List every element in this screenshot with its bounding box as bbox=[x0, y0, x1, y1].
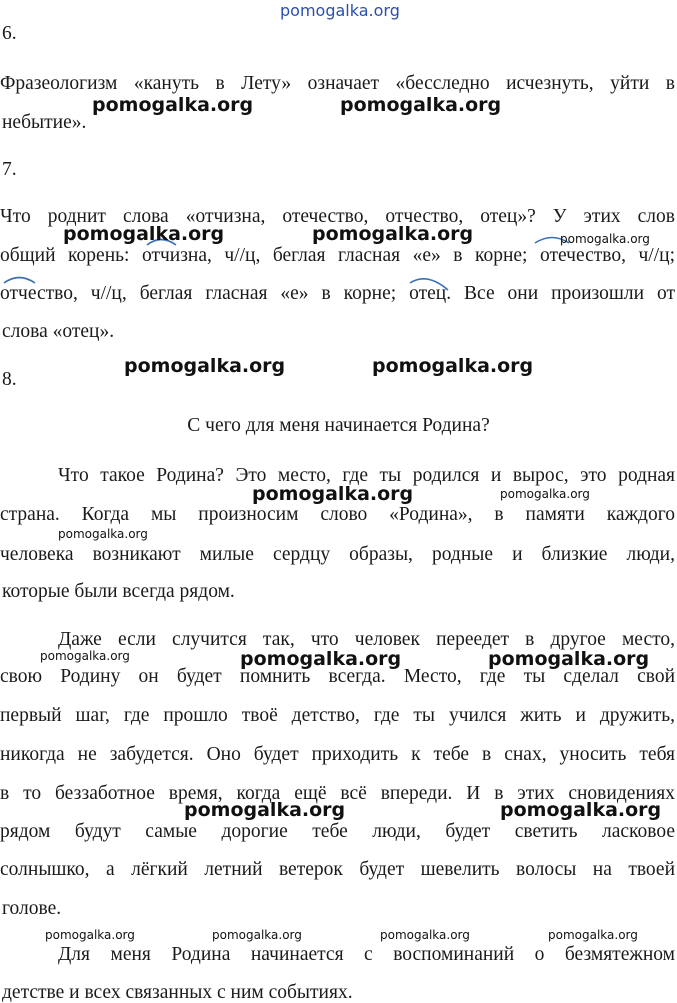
watermark: pomogalka.org bbox=[340, 94, 502, 116]
essay-title: С чего для меня начинается Родина? bbox=[187, 415, 490, 436]
watermark: pomogalka.org bbox=[63, 223, 225, 245]
watermark: pomogalka.org bbox=[240, 648, 402, 670]
watermark: pomogalka.org bbox=[548, 928, 638, 942]
essay-p2-line-5: в то беззаботное время, когда ещё всё впереди. И в этих сновидениях bbox=[0, 783, 675, 804]
watermark: pomogalka.org bbox=[184, 799, 346, 821]
watermark: pomogalka.org bbox=[560, 232, 650, 246]
essay-p1-line-3: человека возникают милые сердцу образы, родные и близкие люди, bbox=[0, 544, 675, 565]
watermark: pomogalka.org bbox=[380, 928, 470, 942]
watermark: pomogalka.org bbox=[488, 648, 650, 670]
essay-p2-line-7: солнышко, а лёгкий летний ветерок будет шевелить волосы на твоей bbox=[0, 859, 675, 880]
watermark: pomogalka.org bbox=[312, 223, 474, 245]
watermark: pomogalka.org bbox=[92, 94, 254, 116]
header-watermark: pomogalka.org bbox=[280, 1, 400, 20]
section-7-number: 7. bbox=[2, 159, 17, 180]
essay-p2-line-1: Даже если случится так, что человек переедет в другое место, bbox=[58, 629, 675, 650]
section-6-number: 6. bbox=[2, 23, 17, 44]
section-7-line-4: слова «отец». bbox=[2, 321, 115, 342]
essay-p2-line-6: рядом будут самые дорогие тебе люди, будет светить ласковое bbox=[0, 821, 675, 842]
essay-p2-line-2: свою Родину он будет помнить всегда. Место, где ты сделал свой bbox=[0, 666, 675, 687]
essay-p2-line-8: голове. bbox=[2, 898, 62, 919]
essay-p1-line-4: которые были всегда рядом. bbox=[2, 581, 235, 602]
watermark: pomogalka.org bbox=[252, 483, 414, 505]
watermark: pomogalka.org bbox=[124, 355, 286, 377]
watermark: pomogalka.org bbox=[45, 928, 135, 942]
section-7-line-1: Что роднит слова «отчизна, отечество, отчество, отец»? У этих слов bbox=[0, 206, 675, 227]
essay-p1-line-1: Что такое Родина? Это место, где ты родился и вырос, это родная bbox=[58, 465, 675, 486]
watermark: pomogalka.org bbox=[40, 649, 130, 663]
section-7-line-3: отчество, ч//ц, беглая гласная «е» в корне; отец. Все они произошли от bbox=[0, 283, 675, 304]
essay-p2-line-4: никогда не забудется. Оно будет приходить к тебе в снах, уносить тебя bbox=[0, 744, 675, 765]
essay-p1-line-2: страна. Когда мы произносим слово «Родина», в памяти каждого bbox=[0, 504, 675, 525]
watermark: pomogalka.org bbox=[372, 355, 534, 377]
watermark: pomogalka.org bbox=[500, 799, 662, 821]
section-6-line-1: Фразеологизм «кануть в Лету» означает «бесследно исчезнуть, уйти в bbox=[0, 73, 675, 94]
section-8-number: 8. bbox=[2, 369, 17, 390]
section-7-line-2: общий корень: отчизна, ч//ц, беглая гласная «е» в корне; отечество, ч//ц; bbox=[0, 245, 675, 266]
essay-p3-line-1: Для меня Родина начинается с воспоминаний о безмятежном bbox=[58, 944, 675, 965]
essay-p3-line-2: детстве и всех связанных с ним событиях. bbox=[2, 982, 353, 1003]
watermark: pomogalka.org bbox=[58, 527, 148, 541]
essay-p2-line-3: первый шаг, где прошло твоё детство, где ты учился жить и дружить, bbox=[0, 705, 675, 726]
watermark: pomogalka.org bbox=[500, 487, 590, 501]
section-6-line-2: небытие». bbox=[2, 112, 87, 133]
watermark: pomogalka.org bbox=[212, 928, 302, 942]
